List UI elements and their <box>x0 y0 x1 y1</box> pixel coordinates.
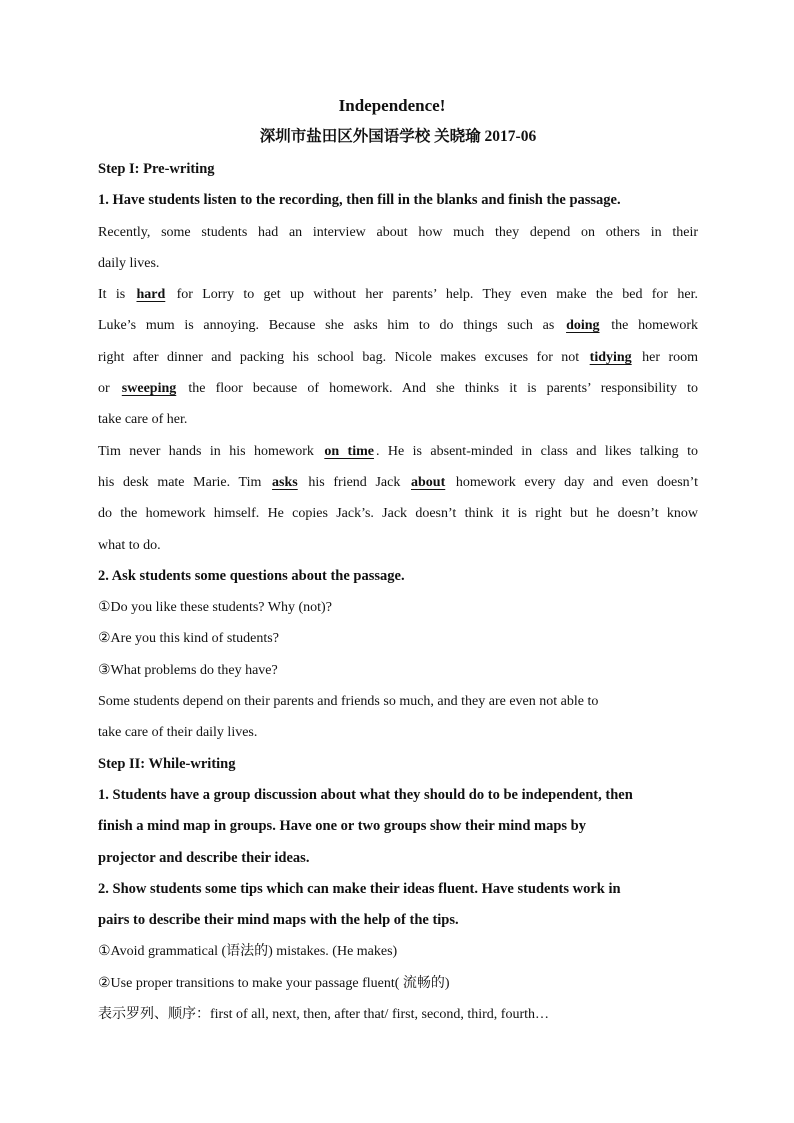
blank-answer: doing <box>566 318 600 334</box>
blank-answer: about <box>411 474 446 490</box>
step2-task1-line: finish a mind map in groups. Have one or two groups show their mind maps by <box>98 818 587 835</box>
passage-line: do the homework himself. He copies Jack’s. Jack doesn’t think it is right but he doesn’t know <box>98 506 698 522</box>
passage-text: Tim never hands in his homework <box>98 443 323 459</box>
passage-line: Recently, some students had an interview about how much they depend on others in their <box>98 224 698 240</box>
passage-text: It is <box>98 287 135 303</box>
step2-task2-line: pairs to describe their mind maps with the help of the tips. <box>98 912 459 929</box>
passage-text: or <box>98 381 120 397</box>
passage-text: right after dinner and packing his school bag. Nicole makes excuses for not <box>98 349 588 365</box>
blank-answer: asks <box>272 474 298 490</box>
passage-text: . He is absent-minded in class and likes talking to <box>375 443 698 459</box>
passage-text: his friend Jack <box>299 474 409 490</box>
passage-text: Luke’s mum is annoying. Because she asks him to do things such as <box>98 318 565 334</box>
step1-task1: 1. Have students listen to the recording, then fill in the blanks and finish the passage. <box>98 192 621 209</box>
question-item: ③What problems do they have? <box>98 662 278 678</box>
blank-answer: tidying <box>589 349 632 365</box>
step1-heading: Step I: Pre-writing <box>98 161 215 177</box>
passage-text: for Lorry to get up without her parents’ help. They even make the bed for her. <box>167 287 698 303</box>
passage-text: homework every day and even doesn’t <box>447 474 698 490</box>
passage-text: the floor because of homework. And she thinks it is parents’ responsibility to <box>178 381 698 397</box>
step2-heading: Step II: While-writing <box>98 755 236 772</box>
step2-task2-line: 2. Show students some tips which can make their ideas fluent. Have students work in <box>98 880 621 897</box>
passage-line <box>98 342 698 373</box>
blank-answer: on time <box>324 443 374 459</box>
blank-answer: hard <box>136 287 166 303</box>
summary-line: take care of their daily lives. <box>98 725 258 741</box>
passage-text: her room <box>633 349 698 365</box>
step1-task2: 2. Ask students some questions about the passage. <box>98 567 405 584</box>
question-item: ②Are you this kind of students? <box>98 631 279 647</box>
passage-text: his desk mate Marie. Tim <box>98 474 271 490</box>
summary-line: Some students depend on their parents and friends so much, and they are even not able to <box>98 694 599 710</box>
tip-item: ①Avoid grammatical (语法的) mistakes. (He makes) <box>98 944 398 960</box>
tip-item: ②Use proper transitions to make your passage fluent( 流畅的) <box>98 975 450 991</box>
passage-line <box>98 310 698 341</box>
passage-line <box>98 436 698 467</box>
passage-text: the homework <box>601 318 698 334</box>
question-item: ①Do you like these students? Why (not)? <box>98 600 332 616</box>
passage-line <box>98 467 698 498</box>
step2-task1-line: 1. Students have a group discussion about what they should do to be independent, then <box>98 786 633 803</box>
passage-line <box>98 279 698 310</box>
blank-answer: sweeping <box>121 381 177 397</box>
step2-task1-line: projector and describe their ideas. <box>98 849 310 866</box>
passage-line <box>98 373 698 404</box>
passage-line: take care of her. <box>98 412 188 428</box>
passage-line: what to do. <box>98 537 161 553</box>
passage-line: daily lives. <box>98 255 160 271</box>
document-page <box>98 92 698 1030</box>
document-subtitle: 深圳市盐田区外国语学校 关晓瑜 2017-06 <box>259 128 537 145</box>
document-title: Independence! <box>338 96 446 115</box>
tip-item: 表示罗列、顺序：first of all, next, then, after that/ first, second, third, fourth… <box>98 1007 550 1023</box>
